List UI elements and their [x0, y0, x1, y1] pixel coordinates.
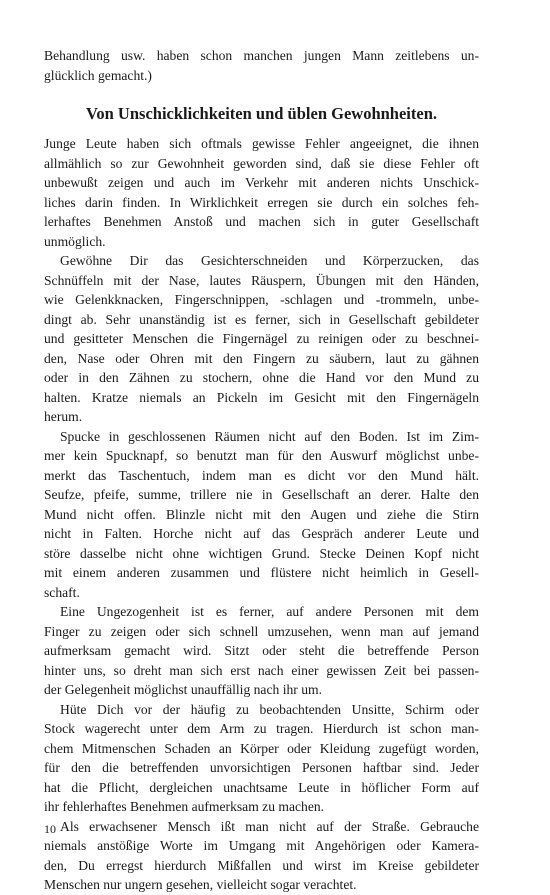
paragraph	[44, 700, 479, 817]
text-line: Eine Ungezogenheit ist es ferner, auf andere Personen mit dem	[60, 604, 479, 619]
text-line: niemals anstößige Worte im Umgang mit Angehörigen oder Kamera-	[44, 838, 479, 853]
text-line: den, Nase oder Ohren mit den Fingern zu säubern, laut zu gähnen	[44, 350, 479, 366]
section-heading: Von Unschicklichkeiten und üblen Gewohnheiten.	[85, 104, 438, 123]
text-line: Menschen nur ungern gesehen, vielleicht sogar verachtet.	[44, 877, 357, 892]
page-body	[44, 46, 479, 895]
intro-text	[44, 46, 479, 85]
text-line: aufmerksam gemacht wird. Sitzt oder steht die betreffende Person	[44, 643, 479, 658]
text-line: unmöglich.	[44, 233, 106, 249]
text-line: Hüte Dich vor der häufig zu beobachtenden Unsitte, Schirm oder	[60, 701, 479, 717]
paragraph	[44, 602, 479, 700]
text-line: für den die betreffenden unvorsichtigen Personen haftbar sind. Jeder	[44, 760, 479, 775]
text-line: lerhaftes Benehmen Anstoß und machen sich in guter Gesellschaft	[44, 214, 479, 229]
text-line: nicht in Falten. Horche nicht auf das Gespräch anderer Leute und	[44, 526, 479, 541]
text-line: chem Mitmenschen Schaden an Körper oder Kleidung zugefügt worden,	[44, 740, 479, 756]
text-line: Behandlung usw. haben schon manchen jungen Mann zeitlebens un-	[44, 48, 479, 63]
text-line: hat die Pflicht, dergleichen unachtsame Leute in höflicher Form auf	[44, 779, 479, 795]
text-line: wie Gelenkknacken, Fingerschnippen, -schlagen und -trommeln, unbe-	[44, 292, 479, 307]
paragraph	[44, 251, 479, 427]
text-line: der Gelegenheit möglichst unauffällig nach ihr um.	[44, 682, 322, 697]
page-number: 10	[44, 822, 56, 836]
text-line: dingt ab. Sehr unanständig ist es ferner, sich in Gesellschaft gebildeter	[44, 311, 479, 327]
text-line: Junge Leute haben sich oftmals gewisse Fehler angeeignet, die ihnen	[44, 136, 479, 151]
text-line: halten. Kratze niemals an Pickeln im Gesicht mit den Fingernägeln	[44, 389, 479, 405]
text-line: unbewußt zeigen und auch im Verkehr mit anderen nichts Unschick-	[44, 175, 479, 190]
text-line: glücklich gemacht.)	[44, 67, 152, 83]
text-line: ihr fehlerhaftes Benehmen aufmerksam zu machen.	[44, 799, 325, 814]
text-line: Schnüffeln mit der Nase, lautes Räuspern, Übungen mit den Händen,	[44, 272, 479, 288]
text-line: hinter uns, so dreht man sich erst nach einer gewissen Zeit bei passen-	[44, 662, 479, 678]
text-line: Seufze, pfeife, summe, trillere nie in Gesellschaft an derer. Halte den	[44, 487, 479, 502]
text-line: und gesitteter Menschen die Fingernägel zu reinigen oder zu beschnei-	[44, 331, 479, 346]
text-line: merkt das Taschentuch, indem man es dicht vor den Mund hält.	[44, 467, 479, 483]
paragraph	[44, 134, 479, 251]
text-line: mit einem anderen zusammen und flüstere nicht heimlich in Gesell-	[44, 565, 479, 580]
text-line: den, Du erregst hierdurch Mißfallen und wirst im Kreise gebildeter	[44, 857, 479, 873]
text-line: störe dasselbe nicht ohne wichtigen Grund. Stecke Deinen Kopf nicht	[44, 545, 479, 561]
text-line: allmählich so zur Gewohnheit geworden sind, daß sie diese Fehler oft	[44, 155, 479, 171]
text-line: liches darin finden. In Wirklichkeit erregen sie durch ein solches feh-	[44, 194, 479, 210]
paragraph	[44, 817, 479, 895]
text-line: Mund nicht offen. Blinzle nicht mit den Augen und ziehe die Stirn	[44, 506, 479, 522]
text-line: schaft.	[44, 584, 80, 600]
text-line: oder in den Zähnen zu stochern, ohne die Hand vor den Mund zu	[44, 370, 479, 385]
text-line: Finger zu zeigen oder sich schnell umzusehen, wenn man auf jemand	[44, 623, 479, 639]
text-line: Stock wagerecht unter dem Arm zu tragen. Hierdurch ist schon man-	[44, 721, 479, 736]
text-line: herum.	[44, 409, 83, 424]
text-line: Gewöhne Dir das Gesichterschneiden und Körperzucken, das	[60, 253, 479, 268]
paragraph	[44, 427, 479, 603]
text-line: Spucke in geschlossenen Räumen nicht auf den Boden. Ist im Zim-	[60, 428, 479, 444]
text-line: Als erwachsener Mensch ißt man nicht auf der Straße. Gebrauche	[60, 818, 479, 834]
section-body	[44, 134, 479, 895]
text-line: mer kein Spucknapf, so benutzt man für den Auswurf möglichst unbe-	[44, 448, 479, 463]
